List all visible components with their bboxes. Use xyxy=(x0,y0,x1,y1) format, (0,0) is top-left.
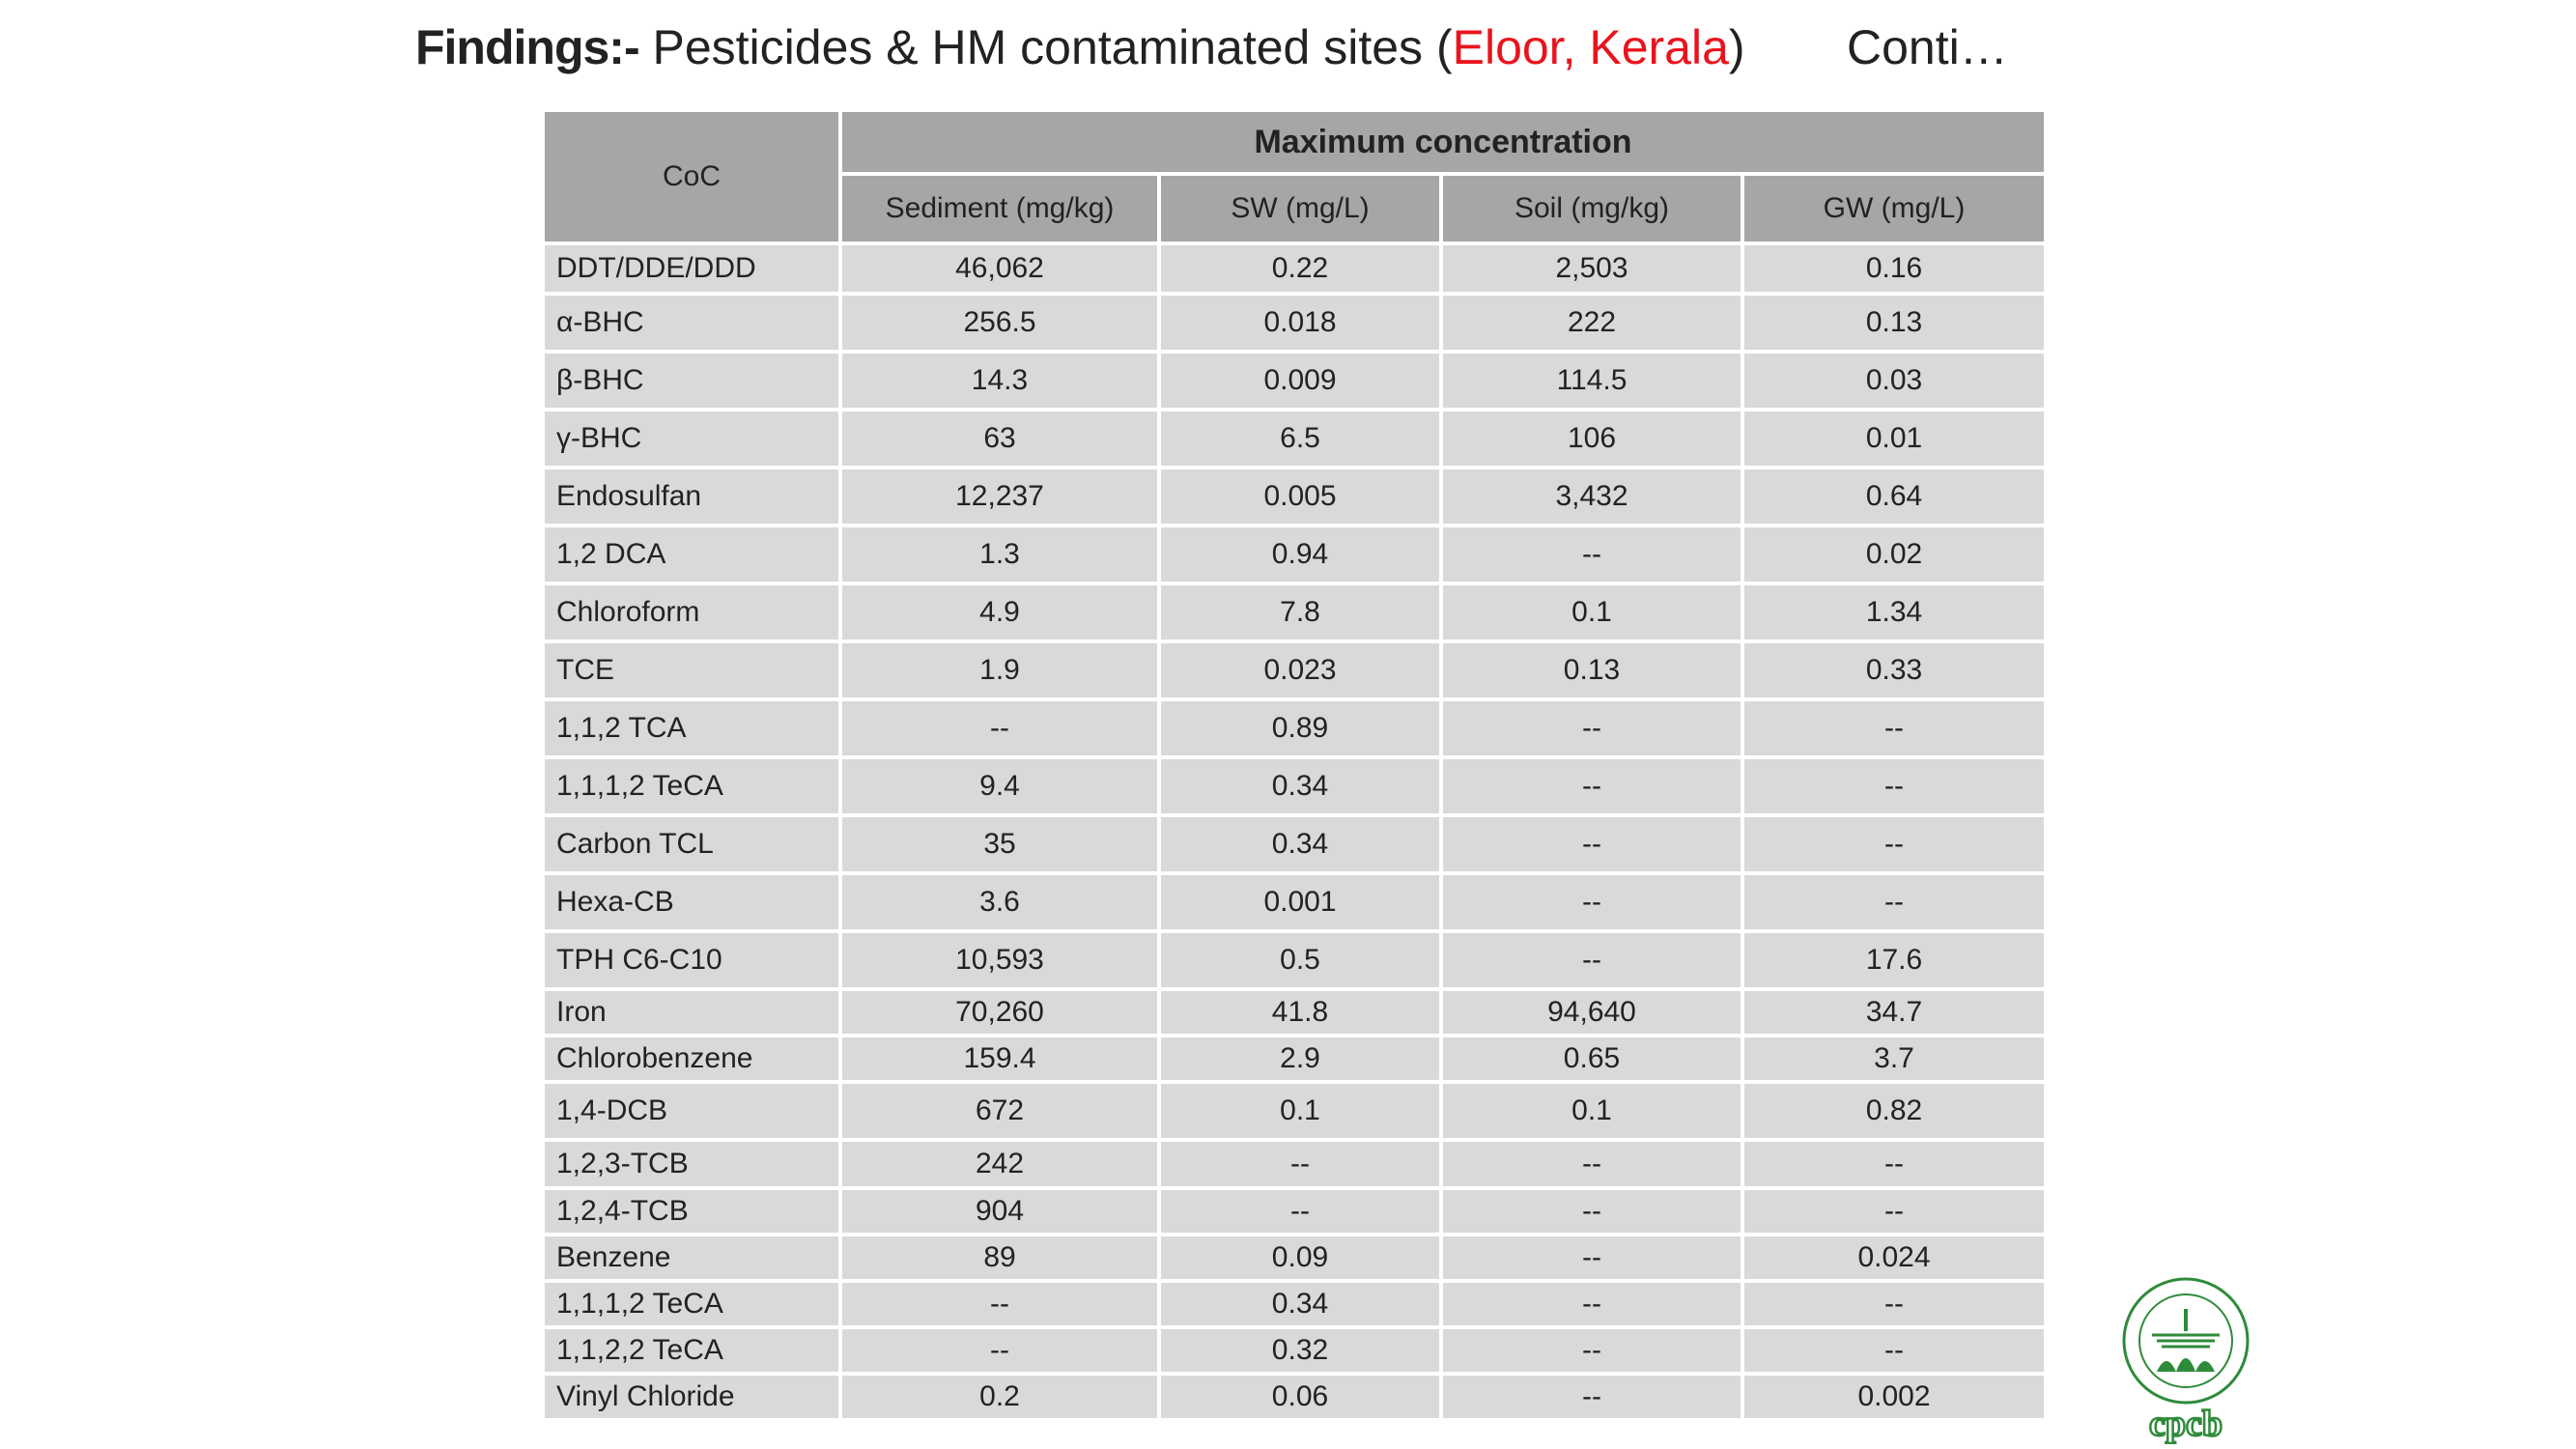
sediment-cell: 256.5 xyxy=(840,294,1159,352)
soil-cell: 0.13 xyxy=(1441,641,1742,699)
table-row xyxy=(543,1235,2046,1281)
sw-cell: 0.023 xyxy=(1159,641,1441,699)
gw-cell: -- xyxy=(1742,699,2046,757)
table-row xyxy=(543,352,2046,410)
coc-name-cell: Carbon TCL xyxy=(543,815,840,873)
gw-cell: 34.7 xyxy=(1742,989,2046,1036)
gw-cell: 0.002 xyxy=(1742,1374,2046,1420)
sediment-cell: 14.3 xyxy=(840,352,1159,410)
title-location: Eloor, Kerala xyxy=(1452,20,1729,74)
sw-cell: 0.89 xyxy=(1159,699,1441,757)
coc-name-cell: 1,2,4-TCB xyxy=(543,1188,840,1235)
table-row xyxy=(543,243,2046,294)
sediment-cell: -- xyxy=(840,1281,1159,1327)
cpcb-wordmark xyxy=(2149,1404,2222,1444)
sw-cell: 0.018 xyxy=(1159,294,1441,352)
sediment-cell: 1.9 xyxy=(840,641,1159,699)
table-row xyxy=(543,1188,2046,1235)
coc-name-cell: TCE xyxy=(543,641,840,699)
table-row xyxy=(543,294,2046,352)
soil-cell: -- xyxy=(1441,1140,1742,1188)
soil-cell: -- xyxy=(1441,699,1742,757)
soil-cell: -- xyxy=(1441,1374,1742,1420)
soil-cell: 222 xyxy=(1441,294,1742,352)
coc-name-cell: TPH C6-C10 xyxy=(543,931,840,989)
gw-cell: -- xyxy=(1742,1327,2046,1374)
gw-cell: 0.82 xyxy=(1742,1082,2046,1140)
sediment-cell: 46,062 xyxy=(840,243,1159,294)
table-row xyxy=(543,1140,2046,1188)
coc-name-cell: Vinyl Chloride xyxy=(543,1374,840,1420)
sediment-cell: 9.4 xyxy=(840,757,1159,815)
sw-cell: 0.34 xyxy=(1159,757,1441,815)
coc-name-cell: 1,1,2,2 TeCA xyxy=(543,1327,840,1374)
table-row xyxy=(543,526,2046,583)
gw-cell: 17.6 xyxy=(1742,931,2046,989)
coc-name-cell: Endosulfan xyxy=(543,468,840,526)
sw-cell: 0.34 xyxy=(1159,1281,1441,1327)
sediment-cell: 1.3 xyxy=(840,526,1159,583)
table-row xyxy=(543,641,2046,699)
sediment-cell: 242 xyxy=(840,1140,1159,1188)
soil-cell: 106 xyxy=(1441,410,1742,468)
sediment-cell: -- xyxy=(840,1327,1159,1374)
sw-cell: 6.5 xyxy=(1159,410,1441,468)
soil-cell: 0.65 xyxy=(1441,1036,1742,1082)
gw-cell: -- xyxy=(1742,873,2046,931)
soil-cell: 0.1 xyxy=(1441,1082,1742,1140)
coc-name-cell: 1,2 DCA xyxy=(543,526,840,583)
sediment-cell: 3.6 xyxy=(840,873,1159,931)
soil-cell: -- xyxy=(1441,931,1742,989)
coc-name-cell: Iron xyxy=(543,989,840,1036)
soil-cell: 114.5 xyxy=(1441,352,1742,410)
soil-cell: -- xyxy=(1441,526,1742,583)
gw-cell: -- xyxy=(1742,757,2046,815)
concentration-table xyxy=(541,108,2048,1422)
table-row xyxy=(543,468,2046,526)
table-row xyxy=(543,1374,2046,1420)
gw-cell: 0.01 xyxy=(1742,410,2046,468)
sw-cell: 41.8 xyxy=(1159,989,1441,1036)
soil-cell: -- xyxy=(1441,1188,1742,1235)
table-row xyxy=(543,583,2046,641)
gw-cell: 0.16 xyxy=(1742,243,2046,294)
soil-cell: -- xyxy=(1441,1281,1742,1327)
continued-label: Conti… xyxy=(1847,20,2008,74)
column-header-sw: SW (mg/L) xyxy=(1159,174,1441,243)
soil-cell: 3,432 xyxy=(1441,468,1742,526)
soil-cell: -- xyxy=(1441,1235,1742,1281)
coc-name-cell: β-BHC xyxy=(543,352,840,410)
coc-name-cell: α-BHC xyxy=(543,294,840,352)
column-header-soil: Soil (mg/kg) xyxy=(1441,174,1742,243)
max-concentration-header: Maximum concentration xyxy=(840,110,2046,174)
sw-cell: 0.005 xyxy=(1159,468,1441,526)
table-row xyxy=(543,1281,2046,1327)
coc-name-cell: 1,1,1,2 TeCA xyxy=(543,757,840,815)
coc-name-cell: 1,4-DCB xyxy=(543,1082,840,1140)
soil-cell: -- xyxy=(1441,757,1742,815)
cpcb-logo xyxy=(2113,1275,2258,1444)
soil-cell: -- xyxy=(1441,1327,1742,1374)
sediment-cell: 0.2 xyxy=(840,1374,1159,1420)
gw-cell: 0.03 xyxy=(1742,352,2046,410)
gw-cell: 0.13 xyxy=(1742,294,2046,352)
sw-cell: 0.009 xyxy=(1159,352,1441,410)
soil-cell: -- xyxy=(1441,815,1742,873)
sediment-cell: 672 xyxy=(840,1082,1159,1140)
coc-name-cell: Chloroform xyxy=(543,583,840,641)
coc-name-cell: Hexa-CB xyxy=(543,873,840,931)
title-text: Pesticides & HM contaminated sites ( xyxy=(638,20,1453,74)
gw-cell: -- xyxy=(1742,815,2046,873)
gw-cell: 0.024 xyxy=(1742,1235,2046,1281)
sediment-cell: 904 xyxy=(840,1188,1159,1235)
gw-cell: -- xyxy=(1742,1140,2046,1188)
gw-cell: 0.02 xyxy=(1742,526,2046,583)
column-header-gw: GW (mg/L) xyxy=(1742,174,2046,243)
table-row xyxy=(543,699,2046,757)
sw-cell: -- xyxy=(1159,1140,1441,1188)
gw-cell: 0.33 xyxy=(1742,641,2046,699)
title-findings: Findings:- xyxy=(415,20,639,74)
sw-cell: 0.09 xyxy=(1159,1235,1441,1281)
table-row xyxy=(543,873,2046,931)
sw-cell: 0.5 xyxy=(1159,931,1441,989)
sw-cell: 2.9 xyxy=(1159,1036,1441,1082)
coc-name-cell: 1,1,2 TCA xyxy=(543,699,840,757)
table-row xyxy=(543,410,2046,468)
coc-name-cell: Benzene xyxy=(543,1235,840,1281)
column-header-sediment: Sediment (mg/kg) xyxy=(840,174,1159,243)
gw-cell: -- xyxy=(1742,1281,2046,1327)
coc-header: CoC xyxy=(543,110,840,243)
table-body xyxy=(543,243,2046,1420)
table-row xyxy=(543,815,2046,873)
gw-cell: 3.7 xyxy=(1742,1036,2046,1082)
sediment-cell: 35 xyxy=(840,815,1159,873)
table-row xyxy=(543,931,2046,989)
sw-cell: 0.34 xyxy=(1159,815,1441,873)
sediment-cell: 70,260 xyxy=(840,989,1159,1036)
sw-cell: 0.22 xyxy=(1159,243,1441,294)
soil-cell: -- xyxy=(1441,873,1742,931)
sw-cell: 0.06 xyxy=(1159,1374,1441,1420)
sw-cell: 0.001 xyxy=(1159,873,1441,931)
sediment-cell: -- xyxy=(840,699,1159,757)
sw-cell: 0.32 xyxy=(1159,1327,1441,1374)
soil-cell: 2,503 xyxy=(1441,243,1742,294)
table-row xyxy=(543,1327,2046,1374)
soil-cell: 0.1 xyxy=(1441,583,1742,641)
table-row xyxy=(543,757,2046,815)
gw-cell: 0.64 xyxy=(1742,468,2046,526)
sw-cell: 7.8 xyxy=(1159,583,1441,641)
table-row xyxy=(543,1082,2046,1140)
gw-cell: 1.34 xyxy=(1742,583,2046,641)
sw-cell: 0.94 xyxy=(1159,526,1441,583)
coc-name-cell: 1,1,1,2 TeCA xyxy=(543,1281,840,1327)
svg-text:cpcb: cpcb xyxy=(2149,1404,2222,1444)
coc-name-cell: 1,2,3-TCB xyxy=(543,1140,840,1188)
sediment-cell: 4.9 xyxy=(840,583,1159,641)
sediment-cell: 159.4 xyxy=(840,1036,1159,1082)
sediment-cell: 12,237 xyxy=(840,468,1159,526)
coc-name-cell: DDT/DDE/DDD xyxy=(543,243,840,294)
coc-name-cell: Chlorobenzene xyxy=(543,1036,840,1082)
sw-cell: -- xyxy=(1159,1188,1441,1235)
slide-title xyxy=(415,14,1745,81)
title-close: ) xyxy=(1728,20,1745,74)
table-row xyxy=(543,989,2046,1036)
sediment-cell: 10,593 xyxy=(840,931,1159,989)
table-row xyxy=(543,1036,2046,1082)
sediment-cell: 89 xyxy=(840,1235,1159,1281)
gw-cell: -- xyxy=(1742,1188,2046,1235)
coc-name-cell: γ-BHC xyxy=(543,410,840,468)
sediment-cell: 63 xyxy=(840,410,1159,468)
soil-cell: 94,640 xyxy=(1441,989,1742,1036)
sw-cell: 0.1 xyxy=(1159,1082,1441,1140)
